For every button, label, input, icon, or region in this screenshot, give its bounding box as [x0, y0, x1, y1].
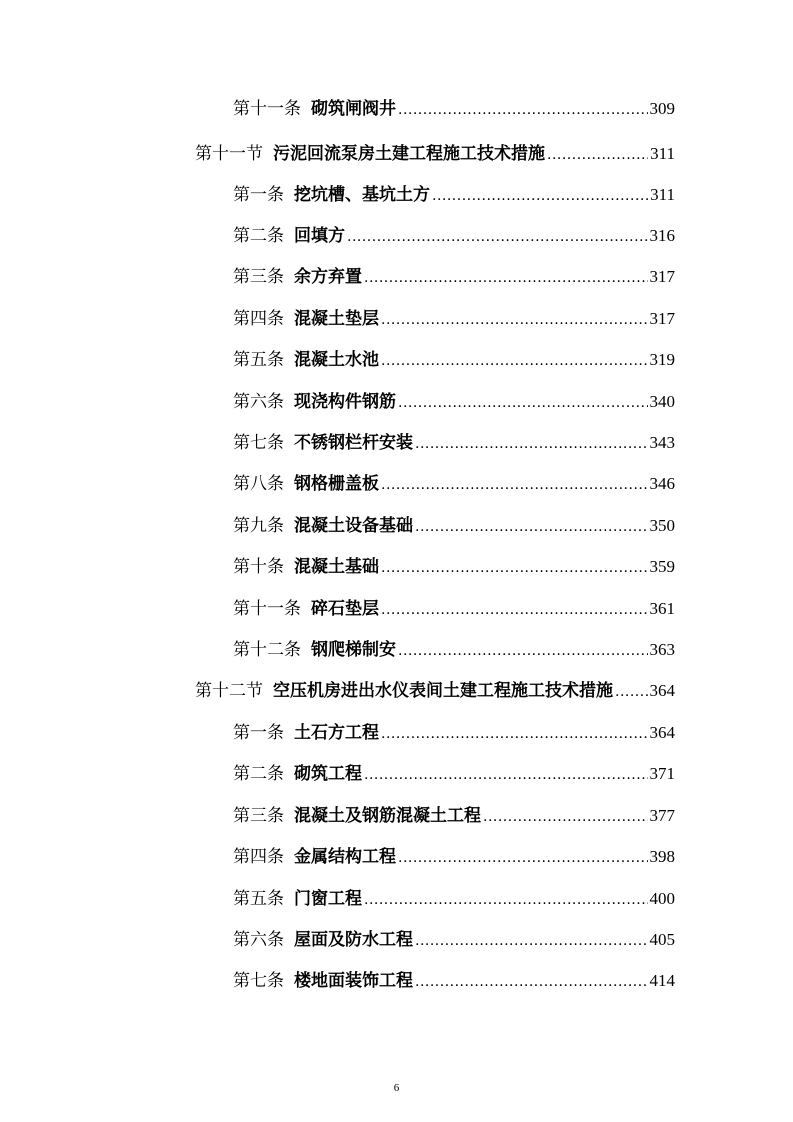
toc-entry-page: 317 — [649, 309, 675, 328]
toc-entry-number: 第六条 — [233, 930, 284, 950]
toc-entry-title: 混凝土水池 — [294, 350, 379, 370]
dot-leader — [547, 142, 648, 168]
toc-entry-number: 第一条 — [233, 723, 284, 743]
toc-section-entry[interactable] — [195, 141, 675, 167]
toc-entry-number: 第五条 — [233, 889, 284, 909]
toc-entry-number: 第十一节 — [195, 144, 263, 164]
toc-entry-title: 回填方 — [294, 226, 345, 246]
toc-entry[interactable] — [233, 720, 675, 746]
toc-entry-page: 319 — [649, 350, 675, 369]
toc-entry[interactable] — [233, 306, 675, 332]
toc-entry-title: 污泥回流泵房土建工程施工技术措施 — [273, 144, 545, 164]
dot-leader — [347, 224, 648, 250]
toc-entry-title: 楼地面装饰工程 — [294, 971, 413, 991]
toc-entry-page: 311 — [650, 144, 675, 163]
toc-entry[interactable] — [233, 844, 675, 870]
toc-entry-title: 混凝土基础 — [294, 557, 379, 577]
toc-entry-number: 第十一条 — [233, 99, 301, 119]
dot-leader — [381, 597, 648, 623]
toc-entry-number: 第十一条 — [233, 599, 301, 619]
dot-leader — [398, 390, 648, 416]
toc-entry-page: 359 — [649, 557, 675, 576]
toc-entry-title: 砌筑工程 — [294, 764, 362, 784]
toc-entry[interactable] — [233, 389, 675, 415]
toc-entry-number: 第二条 — [233, 226, 284, 246]
toc-entry-number: 第十二节 — [195, 681, 263, 701]
toc-entry-page: 414 — [649, 971, 675, 990]
toc-entry-title: 钢爬梯制安 — [311, 640, 396, 660]
dot-leader — [364, 762, 648, 788]
toc-entry-page: 343 — [649, 433, 675, 452]
toc-entry[interactable] — [233, 471, 675, 497]
toc-entry-title: 金属结构工程 — [294, 847, 396, 867]
dot-leader — [364, 887, 648, 913]
toc-entry-page: 311 — [650, 185, 675, 204]
toc-entry-page: 340 — [649, 392, 675, 411]
toc-entry-number: 第一条 — [233, 185, 284, 205]
dot-leader — [415, 928, 648, 954]
dot-leader — [415, 969, 648, 995]
page-number: 6 — [393, 1082, 400, 1094]
dot-leader — [381, 555, 648, 581]
toc-entry-page: 364 — [649, 681, 675, 700]
toc-entry-page: 316 — [649, 226, 675, 245]
dot-leader — [398, 97, 648, 123]
toc-entry-title: 钢格栅盖板 — [294, 474, 379, 494]
dot-leader — [432, 183, 648, 209]
toc-entry-page: 377 — [649, 806, 675, 825]
toc-entry[interactable] — [233, 347, 675, 373]
toc-entry-title: 空压机房进出水仪表间土建工程施工技术措施 — [273, 681, 613, 701]
toc-entry-number: 第三条 — [233, 806, 284, 826]
toc-entry[interactable] — [233, 223, 675, 249]
toc-entry-title: 门窗工程 — [294, 889, 362, 909]
toc-entry-number: 第四条 — [233, 847, 284, 867]
toc-entry-number: 第九条 — [233, 516, 284, 536]
toc-entry-title: 屋面及防水工程 — [294, 930, 413, 950]
toc-entry[interactable] — [233, 596, 675, 622]
toc-entry-number: 第十条 — [233, 557, 284, 577]
toc-entry-page: 346 — [649, 474, 675, 493]
toc-entry-page: 350 — [649, 516, 675, 535]
toc-entry[interactable] — [233, 761, 675, 787]
dot-leader — [483, 804, 648, 830]
toc-entry-number: 第七条 — [233, 971, 284, 991]
toc-entry-number: 第六条 — [233, 392, 284, 412]
toc-entry-page: 363 — [649, 640, 675, 659]
toc-entry-page: 361 — [649, 599, 675, 618]
dot-leader — [398, 638, 648, 664]
dot-leader — [615, 679, 648, 705]
toc-entry[interactable] — [233, 96, 675, 122]
toc-entry-title: 土石方工程 — [294, 723, 379, 743]
toc-entry[interactable] — [233, 927, 675, 953]
toc-entry[interactable] — [233, 513, 675, 539]
dot-leader — [381, 721, 648, 747]
dot-leader — [364, 265, 648, 291]
toc-entry-number: 第十二条 — [233, 640, 301, 660]
toc-entry-title: 混凝土垫层 — [294, 309, 379, 329]
toc-entry-page: 317 — [649, 267, 675, 286]
toc-entry-title: 混凝土及钢筋混凝土工程 — [294, 806, 481, 826]
toc-entry[interactable] — [233, 886, 675, 912]
toc-entry-number: 第八条 — [233, 474, 284, 494]
toc-entry[interactable] — [233, 554, 675, 580]
toc-entry[interactable] — [233, 637, 675, 663]
toc-entry[interactable] — [233, 430, 675, 456]
toc-entry[interactable] — [233, 264, 675, 290]
toc-entry-page: 398 — [649, 847, 675, 866]
dot-leader — [415, 514, 648, 540]
toc-entry-number: 第三条 — [233, 267, 284, 287]
toc-entry-page: 309 — [649, 99, 675, 118]
toc-entry-number: 第二条 — [233, 764, 284, 784]
toc-entry-page: 364 — [649, 723, 675, 742]
dot-leader — [381, 307, 648, 333]
toc-entry[interactable] — [233, 803, 675, 829]
toc-entry-title: 挖坑槽、基坑土方 — [294, 185, 430, 205]
toc-entry[interactable] — [233, 182, 675, 208]
toc-entry-title: 余方弃置 — [294, 267, 362, 287]
toc-entry-page: 371 — [649, 764, 675, 783]
toc-entry-title: 不锈钢栏杆安装 — [294, 433, 413, 453]
toc-entry-title: 碎石垫层 — [311, 599, 379, 619]
toc-entry[interactable] — [233, 968, 675, 994]
toc-entry-title: 现浇构件钢筋 — [294, 392, 396, 412]
toc-entry-number: 第七条 — [233, 433, 284, 453]
dot-leader — [415, 431, 648, 457]
toc-entry-title: 砌筑闸阀井 — [311, 99, 396, 119]
toc-section-entry[interactable] — [195, 678, 675, 704]
dot-leader — [398, 845, 648, 871]
toc-entry-number: 第四条 — [233, 309, 284, 329]
toc-entry-page: 405 — [649, 930, 675, 949]
dot-leader — [381, 472, 648, 498]
toc-entry-number: 第五条 — [233, 350, 284, 370]
toc-entry-page: 400 — [649, 889, 675, 908]
dot-leader — [381, 348, 648, 374]
toc-entry-title: 混凝土设备基础 — [294, 516, 413, 536]
